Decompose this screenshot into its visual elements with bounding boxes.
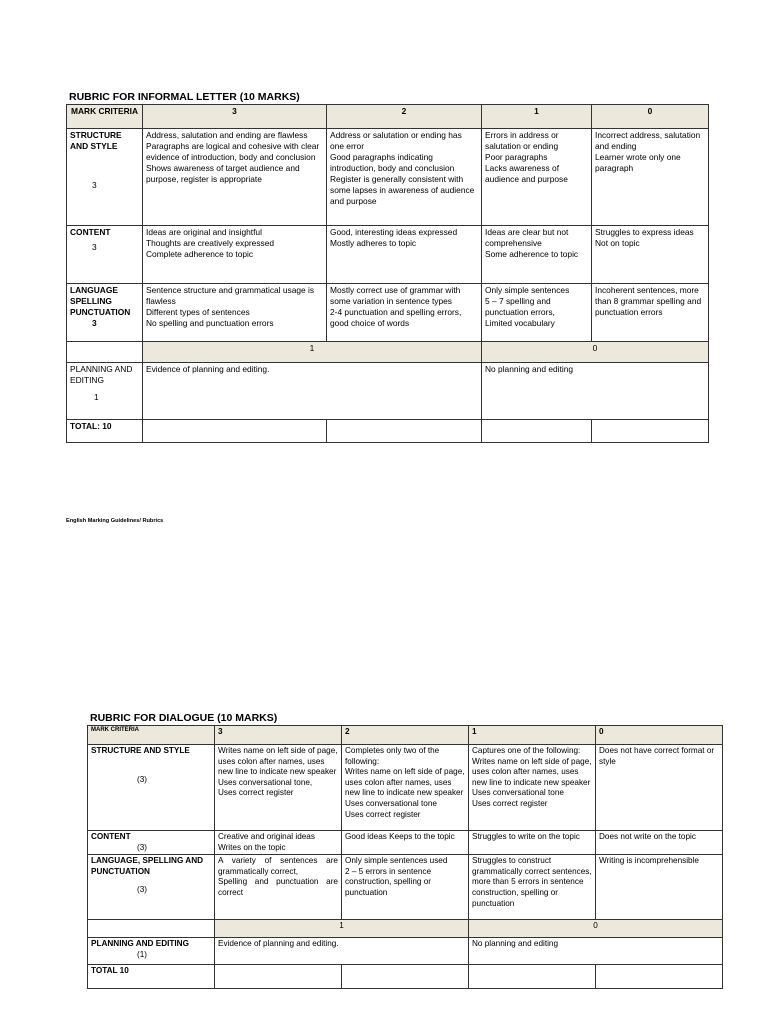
dialogue-total-cell <box>215 965 342 989</box>
letter-total-cell <box>592 420 709 443</box>
dialogue-total-cell <box>596 965 723 989</box>
criterion-mark: (3) <box>137 842 148 852</box>
letter-language-1 <box>482 284 592 342</box>
criterion-label: LANGUAGE SPELLING PUNCTUATION <box>70 285 131 317</box>
letter-language-2 <box>327 284 482 342</box>
cell-text: Good ideas Keeps to the topic <box>345 832 455 841</box>
letter-language-3 <box>143 284 327 342</box>
dialogue-band-empty <box>88 920 215 938</box>
cell-text: Incorrect address, salutation and ending Learner wrote only one paragraph <box>595 130 701 173</box>
dialogue-content-1 <box>469 831 596 855</box>
letter-header-2: 2 <box>327 105 482 129</box>
cell-text: Only simple sentences 5 – 7 spelling and punctuation errors, Limited vocabulary <box>485 285 570 328</box>
criterion-label: PLANNING AND EDITING <box>91 939 189 949</box>
cell-text: Creative and original ideas Writes on the topic <box>218 832 315 852</box>
letter-planning-yes: Evidence of planning and editing. <box>143 363 482 420</box>
dialogue-header-3: 3 <box>215 726 342 745</box>
letter-header-row <box>67 105 709 129</box>
letter-header-1: 1 <box>482 105 592 129</box>
dialogue-row-total <box>88 965 723 989</box>
criterion-label: STRUCTURE AND STYLE <box>70 130 122 151</box>
dialogue-header-0: 0 <box>596 726 723 745</box>
cell-text: Address, salutation and ending are flawless Paragraphs are logical and cohesive with clear evidence of introduction, body and conclusion Shows awareness of target audience and purpose, register is appropriate <box>146 130 320 184</box>
letter-header-criteria: MARK CRITERIA <box>67 105 143 129</box>
criterion-mark: 3 <box>92 180 97 190</box>
criterion-mark: (1) <box>137 949 148 959</box>
letter-criterion-content <box>67 226 143 284</box>
dialogue-planning-yes: Evidence of planning and editing. <box>215 938 469 965</box>
cell-text: Errors in address or salutation or ending Poor paragraphs Lacks awareness of audience and purpose <box>485 130 568 184</box>
dialogue-rubric-title: RUBRIC FOR DIALOGUE (10 MARKS) <box>90 712 278 724</box>
dialogue-content-2 <box>342 831 469 855</box>
criterion-label: PLANNING AND EDITING <box>70 364 133 385</box>
letter-structure-0 <box>592 129 709 226</box>
letter-total-cell <box>143 420 327 443</box>
cell-text: Incoherent sentences, more than 8 grammar spelling and punctuation errors <box>595 285 702 317</box>
criterion-label: STRUCTURE AND STYLE <box>91 746 190 755</box>
letter-total-label: TOTAL: 10 <box>67 420 143 443</box>
dialogue-band-row <box>88 920 723 938</box>
criterion-label: LANGUAGE, SPELLING AND PUNCTUATION <box>91 856 204 876</box>
letter-row-planning <box>67 363 709 420</box>
criterion-mark: (3) <box>137 774 148 784</box>
cell-text: Sentence structure and grammatical usage is flawless Different types of sentences No spelling and punctuation errors <box>146 285 315 328</box>
letter-row-content <box>67 226 709 284</box>
letter-row-language <box>67 284 709 342</box>
footer-note: English Marking Guidelines/ Rubrics <box>66 518 164 524</box>
dialogue-planning-no: No planning and editing <box>469 938 723 965</box>
letter-content-2 <box>327 226 482 284</box>
letter-rubric-title: RUBRIC FOR INFORMAL LETTER (10 MARKS) <box>69 91 300 103</box>
letter-structure-3 <box>143 129 327 226</box>
letter-content-1 <box>482 226 592 284</box>
dialogue-structure-0 <box>596 745 723 831</box>
dialogue-header-2: 2 <box>342 726 469 745</box>
criterion-mark: 3 <box>92 318 97 328</box>
dialogue-structure-3 <box>215 745 342 831</box>
letter-band-empty <box>67 342 143 363</box>
dialogue-structure-1 <box>469 745 596 831</box>
letter-language-0 <box>592 284 709 342</box>
cell-text: Does not write on the topic <box>599 832 696 841</box>
cell-text: Does not have correct format or style <box>599 746 715 766</box>
letter-criterion-structure <box>67 129 143 226</box>
dialogue-row-structure <box>88 745 723 831</box>
letter-row-total <box>67 420 709 443</box>
criterion-mark: 3 <box>92 242 97 252</box>
criterion-mark: 1 <box>94 392 99 402</box>
letter-band-row <box>67 342 709 363</box>
letter-row-structure <box>67 129 709 226</box>
dialogue-row-language <box>88 855 723 920</box>
letter-band-1: 1 <box>143 342 482 363</box>
dialogue-content-0 <box>596 831 723 855</box>
dialogue-total-cell <box>342 965 469 989</box>
dialogue-content-3 <box>215 831 342 855</box>
dialogue-structure-2 <box>342 745 469 831</box>
dialogue-row-planning <box>88 938 723 965</box>
cell-text: Struggles to construct grammatically correct sentences, more than 5 errors in sentence construction, spelling or punctuation <box>472 856 592 908</box>
cell-text: Captures one of the following: Writes name on left side of page, uses colon after names, uses new line to indicate new speaker Uses conversational tone Uses correct register <box>472 746 592 808</box>
letter-band-0: 0 <box>482 342 709 363</box>
letter-structure-1 <box>482 129 592 226</box>
letter-rubric-table <box>66 104 709 443</box>
dialogue-criterion-structure <box>88 745 215 831</box>
cell-text: A variety of sentences are grammatically correct, Spelling and punctuation are correct <box>218 856 338 897</box>
dialogue-criterion-planning <box>88 938 215 965</box>
cell-text: Mostly correct use of grammar with some variation in sentence types 2-4 punctuation and spelling errors, good choice of words <box>330 285 462 328</box>
cell-text: Writes name on left side of page, uses colon after names, uses new line to indicate new speaker Uses conversational tone, Uses correct register <box>218 746 338 798</box>
letter-total-cell <box>482 420 592 443</box>
dialogue-rubric-table <box>87 725 723 989</box>
letter-header-0: 0 <box>592 105 709 129</box>
cell-text: Ideas are original and insightful Thoughts are creatively expressed Complete adherence to topic <box>146 227 275 259</box>
cell-text: Struggles to write on the topic <box>472 832 580 841</box>
criterion-mark: (3) <box>137 885 148 895</box>
dialogue-criterion-language <box>88 855 215 920</box>
dialogue-total-cell <box>469 965 596 989</box>
letter-criterion-language <box>67 284 143 342</box>
letter-total-cell <box>327 420 482 443</box>
criterion-label: CONTENT <box>91 832 131 841</box>
letter-content-3 <box>143 226 327 284</box>
dialogue-criterion-content <box>88 831 215 855</box>
dialogue-row-content <box>88 831 723 855</box>
letter-planning-no: No planning and editing <box>482 363 709 420</box>
cell-text: Struggles to express ideas Not on topic <box>595 227 694 248</box>
dialogue-band-0: 0 <box>469 920 723 938</box>
cell-text: Only simple sentences used 2 – 5 errors in sentence construction, spelling or punctuation <box>345 856 448 897</box>
cell-text: Completes only two of the following: Writes name on left side of page, uses colon after names, uses new line to indicate new speaker Uses conversational tone Uses correct register <box>345 746 465 819</box>
dialogue-header-1: 1 <box>469 726 596 745</box>
criterion-label: CONTENT <box>70 227 111 237</box>
dialogue-band-1: 1 <box>215 920 469 938</box>
letter-header-3: 3 <box>143 105 327 129</box>
letter-structure-2 <box>327 129 482 226</box>
dialogue-language-0 <box>596 855 723 920</box>
cell-text: Address or salutation or ending has one error Good paragraphs indicating introduction, body and conclusion Register is generally consistent with some lapses in awareness of audience and purpose <box>330 130 475 206</box>
cell-text: Ideas are clear but not comprehensive Some adherence to topic <box>485 227 579 259</box>
cell-text: Good, interesting ideas expressed Mostly adheres to topic <box>330 227 458 248</box>
dialogue-header-criteria: MARK CRITERIA <box>88 726 215 745</box>
dialogue-total-label: TOTAL 10 <box>88 965 215 989</box>
dialogue-header-row <box>88 726 723 745</box>
dialogue-language-1 <box>469 855 596 920</box>
letter-content-0 <box>592 226 709 284</box>
letter-criterion-planning <box>67 363 143 420</box>
dialogue-language-2 <box>342 855 469 920</box>
dialogue-language-3 <box>215 855 342 920</box>
cell-text: Writing is incomprehensible <box>599 856 699 866</box>
